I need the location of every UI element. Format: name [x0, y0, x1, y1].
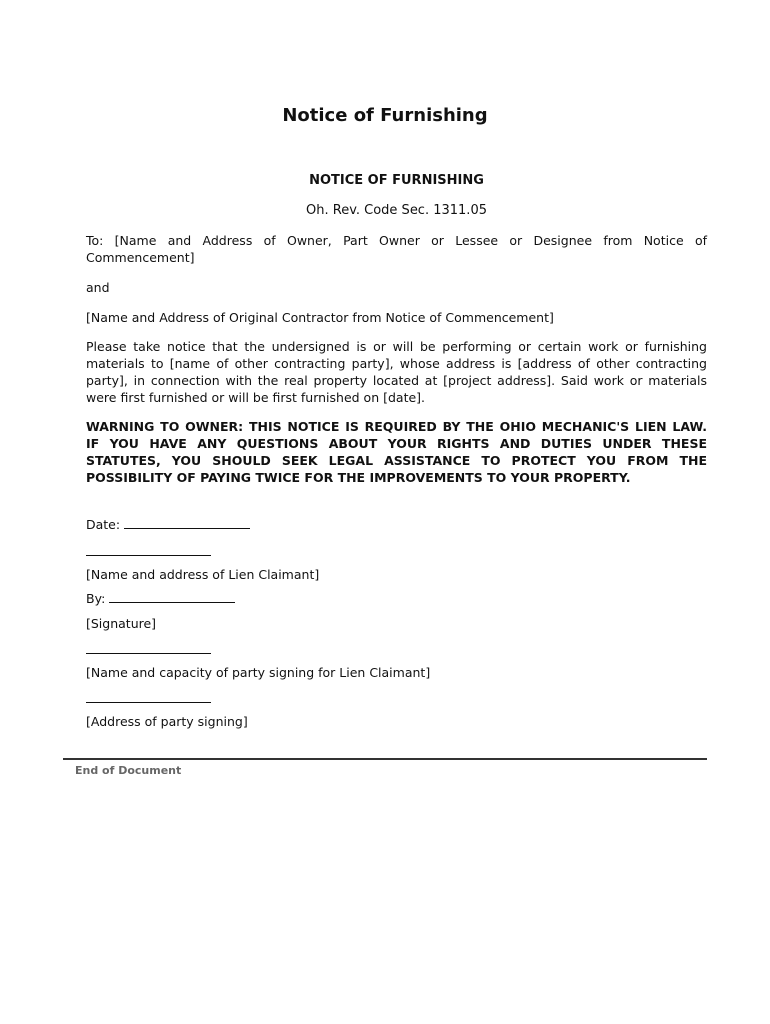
date-row [86, 516, 707, 533]
signature-label: [Signature] [86, 616, 157, 631]
lien-claimant-label: [Name and address of Lien Claimant] [86, 567, 320, 582]
by-row [86, 590, 707, 607]
by-blank-line [109, 601, 235, 603]
capacity-label: [Name and capacity of party signing for Lien Claimant] [86, 665, 431, 680]
address-blank-line [86, 702, 211, 703]
lien-claimant-blank-line [86, 555, 211, 556]
footer-divider [63, 758, 707, 760]
warning-paragraph: WARNING TO OWNER: THIS NOTICE IS REQUIRED BY THE OHIO MECHANIC'S LIEN LAW. IF YOU HAVE ANY QUESTIONS ABOUT YOUR RIGHTS AND DUTIES UNDER THESE STATUTES, YOU SHOULD SEEK LEGAL ASSISTANCE TO PROTECT YOU FROM THE POSSIBILITY OF PAYING TWICE FOR THE IMPROVEMENTS TO YOUR PROPERTY. [86, 419, 707, 485]
document-heading: NOTICE OF FURNISHING [309, 173, 484, 188]
capacity-blank-line [86, 653, 211, 654]
date-label: Date: [86, 517, 121, 532]
to-line: To: [Name and Address of Owner, Part Owner or Lessee or Designee from Notice of Commencement] [86, 233, 707, 265]
statute-citation: Oh. Rev. Code Sec. 1311.05 [306, 203, 487, 218]
notice-paragraph: Please take notice that the undersigned is or will be performing or certain work or furnishing materials to [name of other contracting party], whose address is [address of other contracting party], in connection with the real property located at [project address]. Said work or materials were first furnished or will be first furnished on [date]. [86, 339, 707, 405]
document-title: Notice of Furnishing [282, 105, 488, 126]
by-label: By: [86, 591, 106, 606]
and-line: and [86, 280, 110, 295]
end-of-document-label: End of Document [75, 764, 182, 777]
date-blank-line [124, 527, 250, 529]
contractor-line: [Name and Address of Original Contractor from Notice of Commencement] [86, 310, 554, 325]
address-label: [Address of party signing] [86, 714, 248, 729]
